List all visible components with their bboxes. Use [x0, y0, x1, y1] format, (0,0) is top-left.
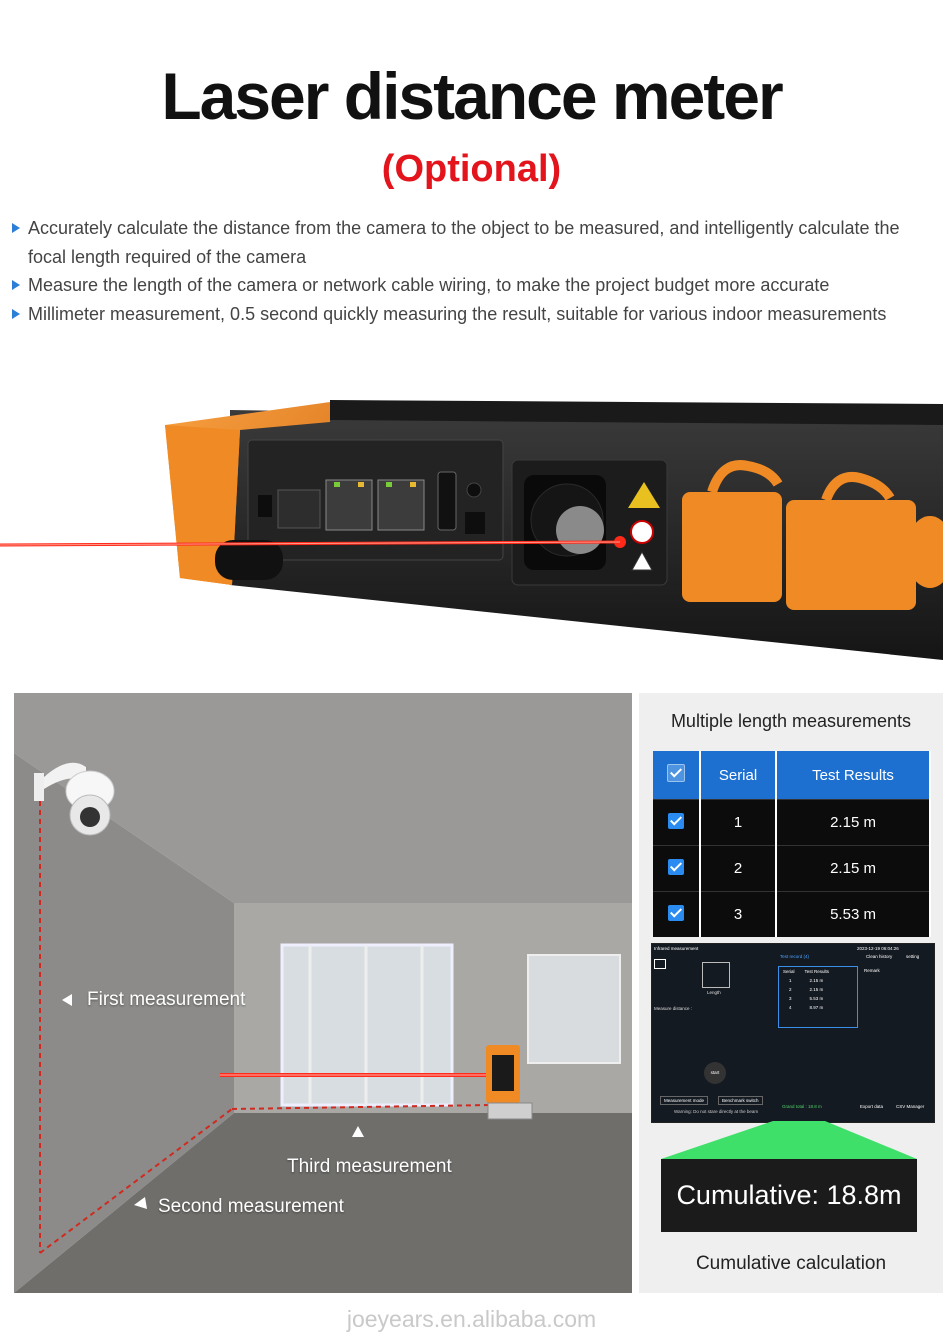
- watermark: joeyears.en.alibaba.com: [346, 1306, 597, 1332]
- feature-item: Measure the length of the camera or network cable wiring, to make the project budget more accurate: [10, 271, 935, 300]
- column-header: Serial: [700, 751, 776, 800]
- length-icon: [702, 962, 730, 988]
- table-header-row: [653, 751, 930, 800]
- setting-button[interactable]: setting: [906, 954, 920, 959]
- device-illustration: [0, 380, 943, 680]
- port-cover: [786, 500, 916, 610]
- table-row: 1 2.15 m: [653, 800, 930, 846]
- port-cover: [682, 492, 782, 602]
- panel-title: Multiple length measurements: [670, 711, 912, 731]
- table-row: 3 5.53 m: [653, 892, 930, 938]
- page-subtitle: (Optional): [381, 148, 562, 190]
- feature-item: Millimeter measurement, 0.5 second quickly measuring the result, suitable for various indoor measurements: [10, 300, 935, 329]
- sfp-port: [278, 490, 320, 528]
- highlight-beam: [661, 1121, 917, 1161]
- cumulative-result: Cumulative: 18.8m: [661, 1159, 917, 1232]
- laser-icon: [654, 959, 666, 969]
- table-row: 2 2.15 m: [653, 846, 930, 892]
- device-screen: Infrared measurement 2023-12-19 06:04:26 Length Measure distance : start Measurement mode Benchmark switch Warning: Do not stare directly at the beam Test record (4) Clean history setting Serial Test Results 1 2.15 m 2 2.15 m 3 5.53 m 4 8.97 m Remark Grand total : 18.8 m Export data CSV Manager: [651, 943, 935, 1123]
- room-scene: [14, 693, 632, 1293]
- benchmark-switch-button[interactable]: Benchmark switch: [718, 1096, 763, 1105]
- feature-list: [10, 214, 935, 328]
- dc-port: [258, 495, 272, 517]
- select-all-checkbox-icon: [667, 764, 685, 782]
- checkbox-icon: [668, 813, 684, 829]
- record-table: Serial Test Results 1 2.15 m 2 2.15 m 3 5.53 m 4 8.97 m: [778, 966, 858, 1028]
- second-measurement-label: Second measurement: [158, 1196, 344, 1217]
- triangle-bullet-icon: [12, 223, 20, 233]
- measurement-mode-button[interactable]: Measurement mode: [660, 1096, 708, 1105]
- measurement-panel: [639, 693, 943, 1293]
- rj45-port: [378, 480, 424, 530]
- column-header: Test Results: [776, 751, 930, 800]
- checkbox-icon: [668, 905, 684, 921]
- first-measurement-label: First measurement: [87, 989, 246, 1010]
- checkbox-icon: [668, 859, 684, 875]
- cumulative-caption: Cumulative calculation: [695, 1253, 887, 1274]
- no-stare-icon: [631, 521, 653, 543]
- hdmi-port: [438, 472, 456, 530]
- triangle-bullet-icon: [12, 280, 20, 290]
- export-data-button[interactable]: Export data: [860, 1104, 884, 1109]
- start-button[interactable]: start: [704, 1062, 726, 1084]
- page-title: Laser distance meter: [161, 59, 782, 133]
- third-measurement-label: Third measurement: [287, 1156, 452, 1177]
- rj45-port: [326, 480, 372, 530]
- triangle-bullet-icon: [12, 309, 20, 319]
- feature-item: Accurately calculate the distance from the camera to the object to be measured, and intelligently calculate the focal length required of the camera: [10, 214, 935, 271]
- csv-manager-button[interactable]: CSV Manager: [896, 1104, 925, 1109]
- clean-history-button[interactable]: Clean history: [866, 954, 893, 959]
- results-table: [653, 751, 931, 937]
